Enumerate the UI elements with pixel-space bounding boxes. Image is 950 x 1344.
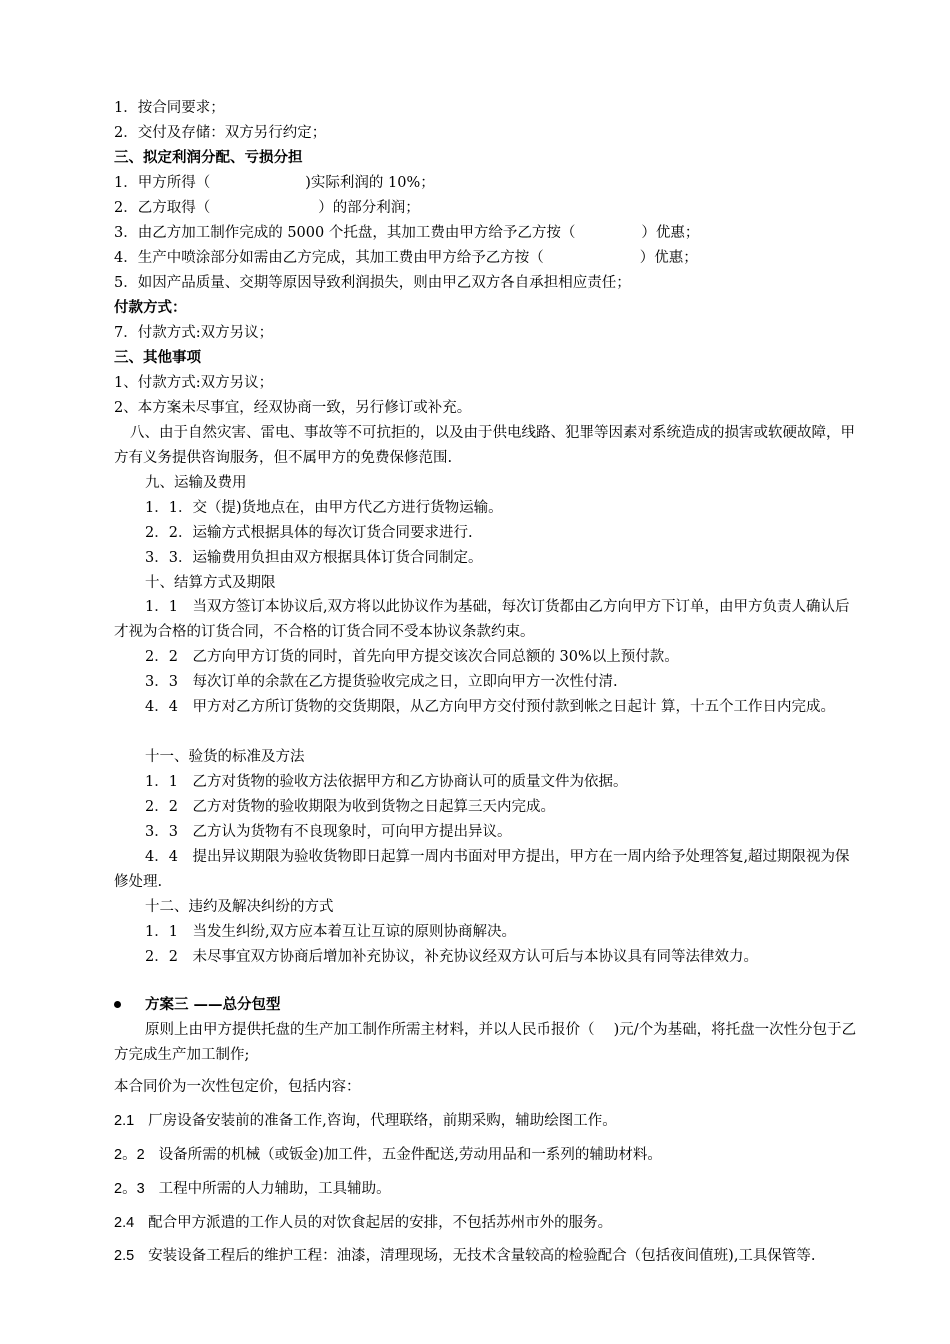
heading-other-matters: 三、其他事项 (114, 350, 201, 366)
item-number: 2。2 (114, 1147, 145, 1163)
text: )实际利润的 10%； (305, 175, 435, 191)
item-text: 配合甲方派遣的工作人员的对饮食起居的安排，不包括苏州市外的服务。 (148, 1215, 613, 1231)
item-number: 2。3 (114, 1181, 145, 1197)
clause-11-2: 2．2 乙方对货物的验收期限为收到货物之日起算三天内完成。 (145, 799, 555, 815)
heading-payment-method: 付款方式： (114, 300, 187, 316)
item-number: 2.5 (114, 1248, 135, 1264)
clause-10-1: 1．1 当双方签订本协议后,双方将以此协议作为基础，每次订货都由乙方向甲方下订单，由甲方负责人确认后才视为合格的订货合同，不合格的订货合同不受本协议条款约束。 (114, 599, 850, 640)
clause-9-2: 2．2．运输方式根据具体的每次订货合同要求进行. (145, 525, 473, 541)
scope-item-2-2 (114, 1145, 860, 1165)
line-party-b-share (114, 198, 860, 218)
line-1: 1．按合同要求； (114, 100, 225, 116)
text: 3．由乙方加工制作完成的 5000 个托盘，其加工费由甲方给予乙方按（ (114, 225, 576, 241)
clause-11-3: 3．3 乙方认为货物有不良现象时，可向甲方提出异议。 (145, 824, 512, 840)
item-number: 2.1 (114, 1113, 135, 1129)
item-number: 2.4 (114, 1215, 135, 1231)
scope-item-2-4 (114, 1213, 860, 1233)
text: ）优惠； (641, 225, 700, 241)
line-payment: 7．付款方式:双方另议； (114, 325, 274, 341)
plan-three-price-scope: 本合同价为一次性包定价，包括内容： (114, 1079, 361, 1095)
line-other-1: 1、付款方式:双方另议； (114, 375, 274, 391)
text: ）优惠； (639, 250, 698, 266)
item-text: 设备所需的机械（或钣金)加工件，五金件配送,劳动用品和一系列的辅助材料。 (158, 1147, 662, 1163)
scope-item-2-1 (114, 1111, 860, 1131)
line-loss-liability: 5．如因产品质量、交期等原因导致利润损失，则由甲乙双方各自承担相应责任； (114, 275, 631, 291)
clause-12-1: 1．1 当发生纠纷,双方应本着互让互谅的原则协商解决。 (145, 924, 517, 940)
heading-clause-10: 十、结算方式及期限 (145, 575, 276, 591)
clause-8-force-majeure: 八、由于自然灾害、雷电、事故等不可抗拒的，以及由于供电线路、犯罪等因素对系统造成的损害或软硬故障，甲方有义务提供咨询服务，但不属甲方的免费保修范围. (114, 425, 855, 466)
clause-12-2: 2．2 未尽事宜双方协商后增加补充协议，补充协议经双方认可后与本协议具有同等法律效力。 (145, 949, 758, 965)
line-spray-fee (114, 248, 860, 268)
line-pallet-fee (114, 223, 860, 243)
heading-clause-9: 九、运输及费用 (145, 475, 247, 491)
bullet-icon (114, 1001, 121, 1008)
heading-clause-12: 十二、违约及解决纠纷的方式 (145, 899, 334, 915)
clause-9-3: 3．3．运输费用负担由双方根据具体订货合同制定。 (145, 550, 483, 566)
item-text: 安装设备工程后的维护工程：油漆，清理现场，无技术含量较高的检验配合（包括夜间值班),工具保管等. (148, 1248, 816, 1264)
clause-9-1: 1．1．交（提)货地点在，由甲方代乙方进行货物运输。 (145, 500, 503, 516)
item-text: 工程中所需的人力辅助，工具辅助。 (158, 1181, 391, 1197)
text: 1．甲方所得（ (114, 175, 211, 191)
scope-item-2-5 (114, 1244, 860, 1269)
scope-item-2-3 (114, 1179, 860, 1199)
text: ）的部分利润； (318, 200, 420, 216)
line-party-a-share (114, 173, 860, 193)
line-other-2: 2、本方案未尽事宜，经双协商一致，另行修订或补充。 (114, 400, 472, 416)
plan-three-principle: 原则上由甲方提供托盘的生产加工制作所需主材料，并以人民币报价（ )元/个为基础，将托盘一次性分包于乙方完成生产加工制作; (114, 1022, 857, 1063)
text: 4．生产中喷涂部分如需由乙方完成，其加工费由甲方给予乙方按（ (114, 250, 544, 266)
clause-11-1: 1．1 乙方对货物的验收方法依据甲方和乙方协商认可的质量文件为依据。 (145, 774, 628, 790)
heading-plan-three: 方案三 ——总分包型 (145, 997, 281, 1013)
clause-10-3: 3．3 每次订单的余款在乙方提货验收完成之日，立即向甲方一次性付清. (145, 674, 618, 690)
heading-clause-11: 十一、验货的标准及方法 (145, 749, 305, 765)
line-2: 2．交付及存储：双方另行约定； (114, 125, 327, 141)
heading-profit-distribution: 三、拟定利润分配、亏损分担 (114, 150, 303, 166)
clause-11-4: 4．4 提出异议期限为验收货物即日起算一周内书面对甲方提出，甲方在一周内给予处理答复,超过期限视为保修处理. (114, 849, 850, 890)
item-text: 厂房设备安装前的准备工作,咨询，代理联络，前期采购，辅助绘图工作。 (148, 1113, 617, 1129)
clause-10-4: 4．4 甲方对乙方所订货物的交货期限，从乙方向甲方交付预付款到帐之日起计 算，十五个工作日内完成。 (145, 699, 836, 715)
clause-10-2: 2．2 乙方向甲方订货的同时，首先向甲方提交该次合同总额的 30%以上预付款。 (145, 649, 679, 665)
text: 2．乙方取得（ (114, 200, 211, 216)
